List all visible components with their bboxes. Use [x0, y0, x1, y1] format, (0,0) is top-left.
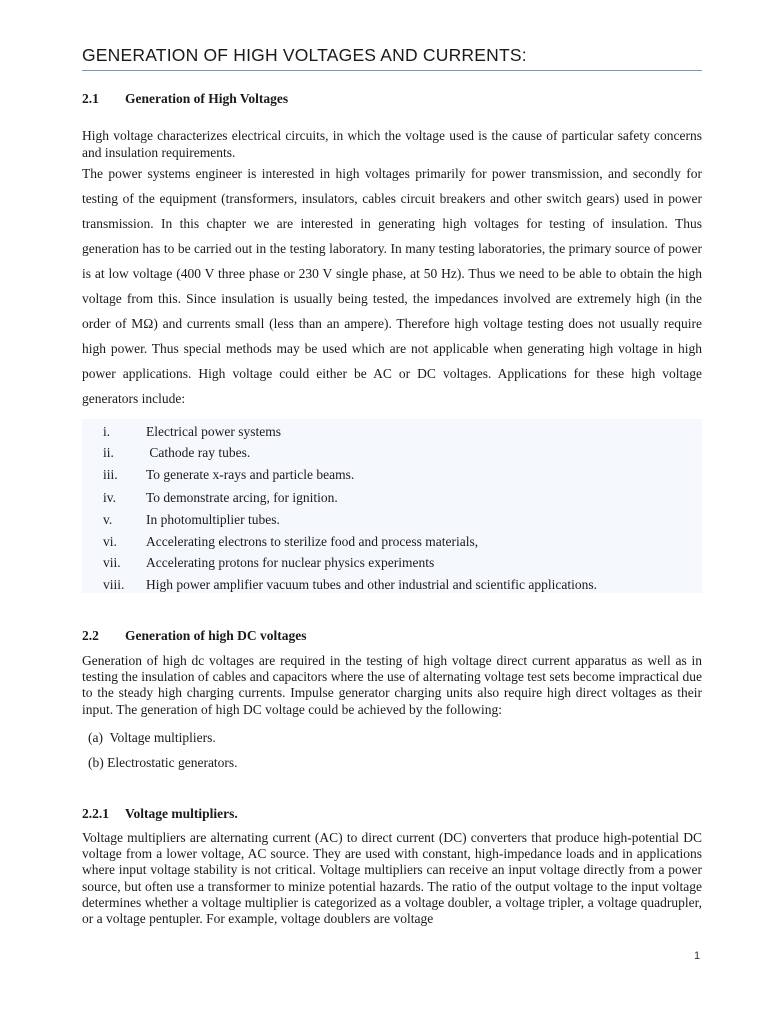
list-item [82, 424, 281, 440]
list-text: To generate x-rays and particle beams. [146, 467, 355, 482]
list-text: Cathode ray tubes. [146, 445, 251, 460]
list-item [82, 445, 250, 461]
title-underline [82, 70, 702, 71]
section-number: 2.2.1 [82, 806, 109, 821]
section-heading-2-2-1 [82, 806, 238, 822]
list-item [82, 555, 434, 571]
list-numeral: viii. [103, 577, 125, 592]
list-numeral: iii. [103, 467, 118, 482]
paragraph-power-systems: The power systems engineer is interested in high voltages primarily for power transmission, and secondly for testing of the equipment (transformers, insulators, cables circuit breakers and other switch gears) used in power transmission. In this chapter we are interested in generating high voltages for testing of insulation. Thus generation has to be carried out in the testing laboratory. In many testing laboratories, the primary source of power is at low voltage (400 V three phase or 230 V single phase, at 50 Hz). Thus we need to be able to obtain the high voltage from this. Since insulation is usually being tested, the impedances involved are extremely high (in the order of MΩ) and currents small (less than an ampere). Therefore high voltage testing does not usually require high power. Thus special methods may be used which are not applicable when generating high voltage in high power applications. High voltage could either be AC or DC voltages. Applications for these high voltage generators include: [82, 166, 702, 406]
section-heading-2-2 [82, 628, 307, 644]
list-text: Accelerating electrons to sterilize food and process materials, [146, 534, 479, 549]
list-item [82, 490, 338, 506]
section-title: Generation of high DC voltages [125, 628, 307, 643]
paragraph-dc-generation: Generation of high dc voltages are required in the testing of high voltage direct current apparatus as well as in testing the insulation of cables and capacitors where the use of alternating voltage test sets become impractical due to the steady high charging currents. Impulse generator charging units also require high direct voltages as their input. The generation of high DC voltage could be achieved by the following: [82, 653, 702, 717]
section-number: 2.1 [82, 91, 99, 106]
list-numeral: vii. [103, 555, 121, 570]
section-number: 2.2 [82, 628, 99, 643]
list-item [82, 534, 478, 550]
list-numeral: v. [103, 512, 113, 527]
document-title: GENERATION OF HIGH VOLTAGES AND CURRENTS: [82, 45, 527, 65]
list-item [82, 467, 354, 483]
list-item [82, 512, 280, 528]
section-title: Voltage multipliers. [125, 806, 238, 821]
list-numeral: ii. [103, 445, 114, 460]
method-item-electrostatic-generators: (b) Electrostatic generators. [88, 755, 238, 770]
paragraph-intro: High voltage characterizes electrical circuits, in which the voltage used is the cause of particular safety concerns and insulation requirements. [82, 128, 702, 160]
list-numeral: iv. [103, 490, 116, 505]
list-text: Accelerating protons for nuclear physics experiments [146, 555, 435, 570]
method-item-voltage-multipliers: (a) Voltage multipliers. [88, 730, 216, 745]
list-text: High power amplifier vacuum tubes and other industrial and scientific applications. [146, 577, 597, 592]
section-title: Generation of High Voltages [125, 91, 289, 106]
list-text: Electrical power systems [146, 424, 281, 439]
page-number: 1 [694, 950, 701, 962]
list-numeral: vi. [103, 534, 117, 549]
list-item [82, 577, 597, 593]
section-heading-2-1 [82, 91, 288, 107]
list-text: To demonstrate arcing, for ignition. [146, 490, 338, 505]
list-numeral: i. [103, 424, 111, 439]
list-text: In photomultiplier tubes. [146, 512, 280, 527]
paragraph-voltage-multipliers: Voltage multipliers are alternating current (AC) to direct current (DC) converters that produce high-potential DC voltage from a lower voltage, AC source. They are used with constant, high-impedance loads and in applications where input voltage stability is not critical. Voltage multipliers can receive an input voltage directly from a power source, but often use a transformer to minize potential hazards. The ratio of the output voltage to the input voltage determines whether a voltage multiplier is categorized as a voltage doubler, a voltage tripler, a voltage quadrupler, or a voltage pentupler. For example, voltage doublers are voltage [82, 830, 702, 927]
